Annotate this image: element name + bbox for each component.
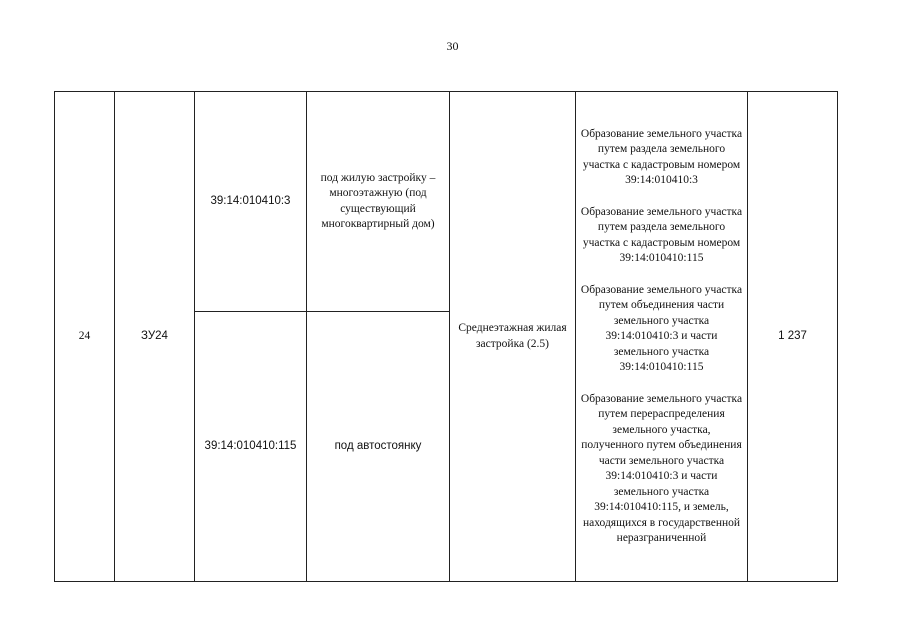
plot-code-cell: ЗУ24 — [115, 92, 195, 582]
page-number: 30 — [446, 39, 459, 53]
formation-method: Образование земельного участка путем перераспределения земельного участка, полученного путем объединения части земельного участка 39:14:010410:3 и части земельного участка 39:14:010410:115, и земель, находящихся в государственной неразграниченной — [580, 392, 743, 544]
land-plot-table — [54, 91, 838, 582]
formation-method: Образование земельного участка путем раздела земельного участка с кадастровым номером 39:14:010410:3 — [580, 127, 743, 186]
permitted-use-cell: под автостоянку — [307, 312, 450, 582]
table-row — [55, 92, 838, 312]
formation-method: Образование земельного участка путем раздела земельного участка с кадастровым номером 39:14:010410:115 — [580, 205, 743, 264]
row-number-cell: 24 — [55, 92, 115, 582]
permitted-use-cell: под жилую застройку – многоэтажную (под существующий многоквартирный дом) — [307, 92, 450, 312]
target-use-cell: Среднеэтажная жилая застройка (2.5) — [450, 92, 576, 582]
cadastral-number-cell: 39:14:010410:115 — [195, 312, 307, 582]
area-cell: 1 237 — [748, 92, 838, 582]
formation-method: Образование земельного участка путем объединения части земельного участка 39:14:010410:3 и части земельного участка 39:14:010410:115 — [580, 283, 743, 373]
formation-methods-cell — [576, 92, 748, 582]
cadastral-number-cell: 39:14:010410:3 — [195, 92, 307, 312]
